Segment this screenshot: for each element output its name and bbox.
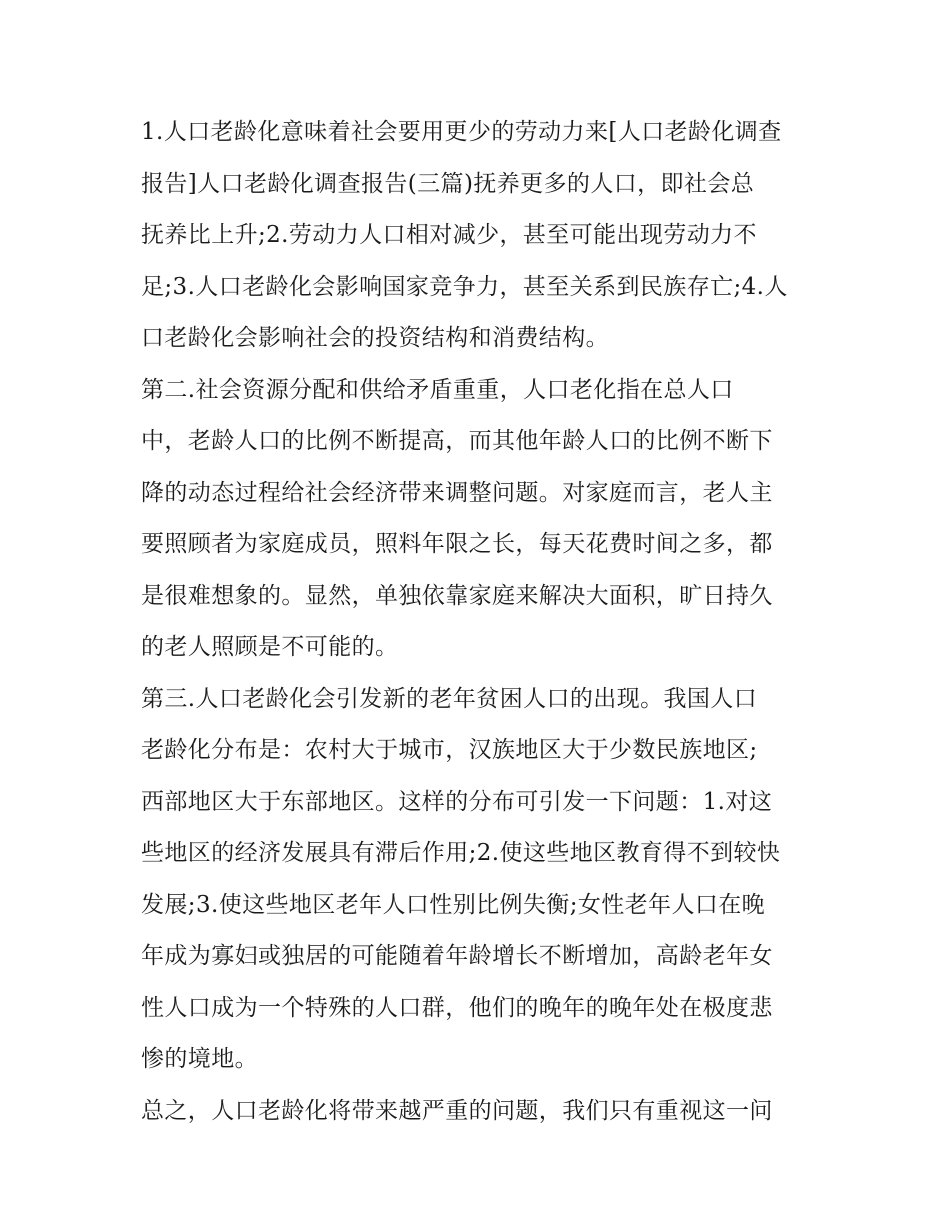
text-line: 要照顾者为家庭成员，照料年限之长，每天花费时间之多，都 — [141, 531, 773, 557]
text-line: 第二.社会资源分配和供给矛盾重重，人口老化指在总人口 — [141, 376, 734, 403]
text-line: 降的动态过程给社会经济带来调整问题。对家庭而言，老人主 — [141, 479, 773, 506]
text-line: 1.人口老龄化意味着社会要用更少的劳动力来[人口老龄化调查 — [141, 119, 782, 145]
text-line: 年成为寡妇或独居的可能随着年龄增长不断增加，高龄老年女 — [141, 943, 773, 969]
text-line: 性人口成为一个特殊的人口群，他们的晚年的晚年处在极度悲 — [141, 994, 773, 1021]
paragraph — [141, 674, 821, 1086]
text-line: 老龄化分布是：农村大于城市，汉族地区大于少数民族地区; — [141, 737, 758, 763]
paragraph — [141, 365, 821, 674]
text-line: 报告]人口老龄化调查报告(三篇)抚养更多的人口，即社会总 — [141, 170, 755, 197]
paragraph — [141, 107, 821, 365]
text-line: 发展;3.使这些地区老年人口性别比例失衡;女性老年人口在晚 — [141, 891, 766, 918]
text-line: 口老龄化会影响社会的投资结构和消费结构。 — [141, 325, 609, 351]
text-line: 中，老龄人口的比例不断提高，而其他年龄人口的比例不断下 — [141, 428, 773, 454]
document-body — [141, 107, 821, 1137]
paragraph — [141, 1086, 821, 1138]
text-line: 的老人照顾是不可能的。 — [141, 634, 399, 660]
text-line: 总之，人口老龄化将带来越严重的问题，我们只有重视这一问 — [141, 1097, 773, 1124]
text-line: 惨的境地。 — [141, 1046, 258, 1072]
text-line: 第三.人口老龄化会引发新的老年贫困人口的出现。我国人口 — [141, 685, 758, 712]
text-line: 足;3.人口老龄化会影响国家竞争力，甚至关系到民族存亡;4.人 — [141, 273, 788, 300]
text-line: 是很难想象的。显然，单独依靠家庭来解决大面积，旷日持久 — [141, 582, 773, 609]
text-line: 些地区的经济发展具有滞后作用;2.使这些地区教育得不到较快 — [141, 840, 781, 866]
text-line: 抚养比上升;2.劳动力人口相对减少，甚至可能出现劳动力不 — [141, 222, 757, 248]
text-line: 西部地区大于东部地区。这样的分布可引发一下问题：1.对这 — [141, 788, 773, 815]
